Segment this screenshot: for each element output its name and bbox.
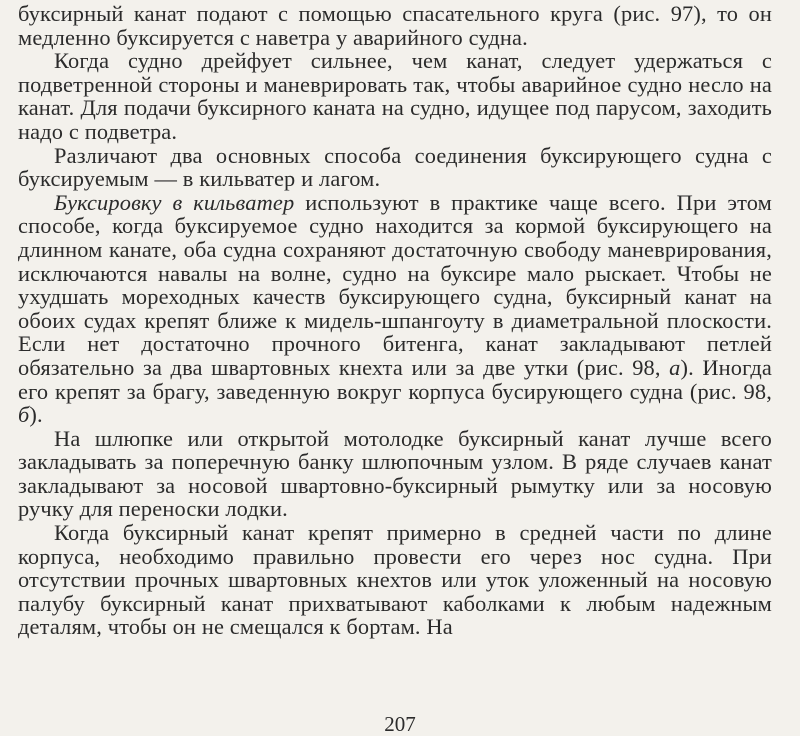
text-run: На шлюпке или открытой мотолодке буксирный канат лучше всего закладывать за поперечную банку шлюпочным узлом. В ряде случаев канат закладывают за носовой швартовно-буксирный рымутку или за носовую ручку для переноски лодки. — [18, 425, 772, 522]
italic-text: Буксировку в кильватер — [54, 189, 295, 215]
text-run: ). — [29, 402, 43, 428]
text-run: Различают два основных способа соединения буксирующего судна с буксируемым — в кильватер и лагом. — [18, 142, 772, 192]
text-run: буксирный канат подают с помощью спасательного круга (рис. 97), то он медленно буксируется с наветра у аварийного судна. — [18, 1, 772, 50]
text-body — [18, 2, 772, 639]
paragraph — [18, 427, 772, 521]
paragraph — [18, 521, 772, 639]
italic-text: б — [18, 402, 30, 428]
text-run: Когда судно дрейфует сильнее, чем канат, следует удержаться с подветренной стороны и маневрировать так, чтобы аварийное судно несло на канат. Для подачи буксирного каната на судно, идущее под парусом, заходить надо с подветра. — [18, 48, 772, 144]
text-run: используют в практике чаще всего. При этом способе, когда буксируемое судно находится за кормой буксирующего на длинном канате, оба судна сохраняют достаточную свободу маневрирования, исключаются навалы на волне, судно на буксире мало рыскает. Чтобы не ухудшать мореходных качеств буксирующего судна, буксирный канат на обоих судах крепят ближе к мидель-шпангоуту в диаметральной плоскости. Если нет достаточно прочного битенга, канат закладывают петлей обязательно за два швартовных кнехта или за две утки (рис. 98, — [18, 189, 772, 380]
paragraph — [18, 191, 772, 427]
italic-text: а — [669, 354, 681, 380]
page-number: 207 — [384, 712, 416, 736]
paragraph — [18, 2, 772, 49]
text-run: ). Иногда его крепят за брагу, заведенную вокруг корпуса бусирующего судна (рис. 98, — [18, 354, 772, 404]
paragraph — [18, 144, 772, 191]
paragraph — [18, 49, 772, 143]
text-run: Когда буксирный канат крепят примерно в средней части по длине корпуса, необходимо правильно провести его через нос судна. При отсутствии прочных швартовных кнехтов или уток уложенный на носовую палубу буксирный канат прихватывают каболками к любым надежным деталям, чтобы он не смещался к бортам. На — [18, 520, 772, 640]
